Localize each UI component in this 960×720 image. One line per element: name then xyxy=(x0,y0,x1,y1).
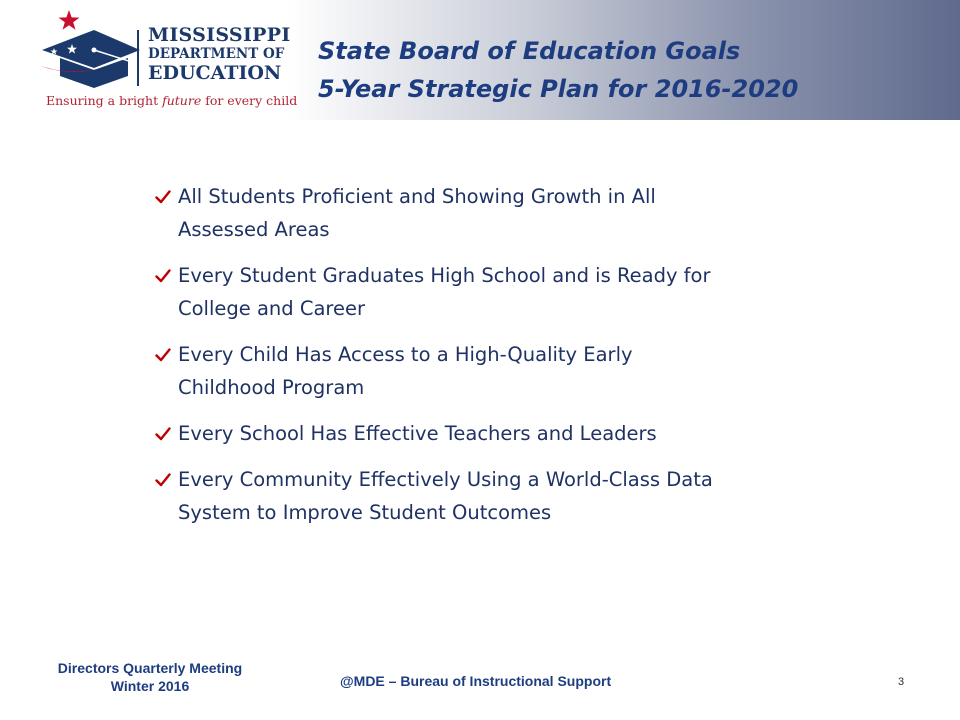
goals-list xyxy=(155,180,815,542)
goal-line: Childhood Program xyxy=(178,376,365,399)
goal-line: College and Career xyxy=(178,297,366,320)
goal-item xyxy=(155,259,815,325)
goal-line: All Students Proficient and Showing Growth in All xyxy=(178,185,656,208)
goal-line: Every School Has Effective Teachers and Leaders xyxy=(178,422,657,445)
goal-item xyxy=(155,463,815,529)
goal-line: Every Child Has Access to a High-Quality Early xyxy=(178,343,633,366)
graduation-cap-icon xyxy=(36,6,146,92)
checkmark-icon xyxy=(155,472,171,488)
goal-line: Assessed Areas xyxy=(178,218,330,241)
footer-meeting-info xyxy=(20,659,280,695)
checkmark-icon xyxy=(155,189,171,205)
logo-wordmark xyxy=(148,26,291,83)
goal-item xyxy=(155,417,815,450)
goal-item xyxy=(155,180,815,246)
logo-line-state: MISSISSIPPI xyxy=(148,24,291,46)
footer-meeting: Directors Quarterly Meeting xyxy=(57,660,243,676)
title-line-2: 5-Year Strategic Plan for 2016-2020 xyxy=(318,75,799,103)
slide-title xyxy=(318,32,798,108)
footer-season: Winter 2016 xyxy=(110,678,190,694)
tagline-emphasis: future xyxy=(162,93,202,108)
goal-item xyxy=(155,338,815,404)
logo-tagline xyxy=(46,93,297,108)
goal-line: System to Improve Student Outcomes xyxy=(178,501,552,524)
checkmark-icon xyxy=(155,268,171,284)
logo-divider xyxy=(137,30,139,86)
tagline-end: for every child xyxy=(201,93,298,108)
footer-organization: @MDE – Bureau of Instructional Support xyxy=(340,673,612,689)
goal-line: Every Student Graduates High School and is Ready for xyxy=(178,264,711,287)
header-band xyxy=(0,0,960,120)
checkmark-icon xyxy=(155,347,171,363)
title-line-1: State Board of Education Goals xyxy=(318,37,741,65)
tagline-start: Ensuring a bright xyxy=(46,93,163,108)
goal-line: Every Community Effectively Using a World-Class Data xyxy=(178,468,713,491)
logo-line-department: DEPARTMENT OF xyxy=(148,46,285,62)
page-number: 3 xyxy=(898,676,905,688)
mde-logo xyxy=(36,6,296,116)
checkmark-icon xyxy=(155,426,171,442)
logo-line-education: EDUCATION xyxy=(148,61,282,84)
